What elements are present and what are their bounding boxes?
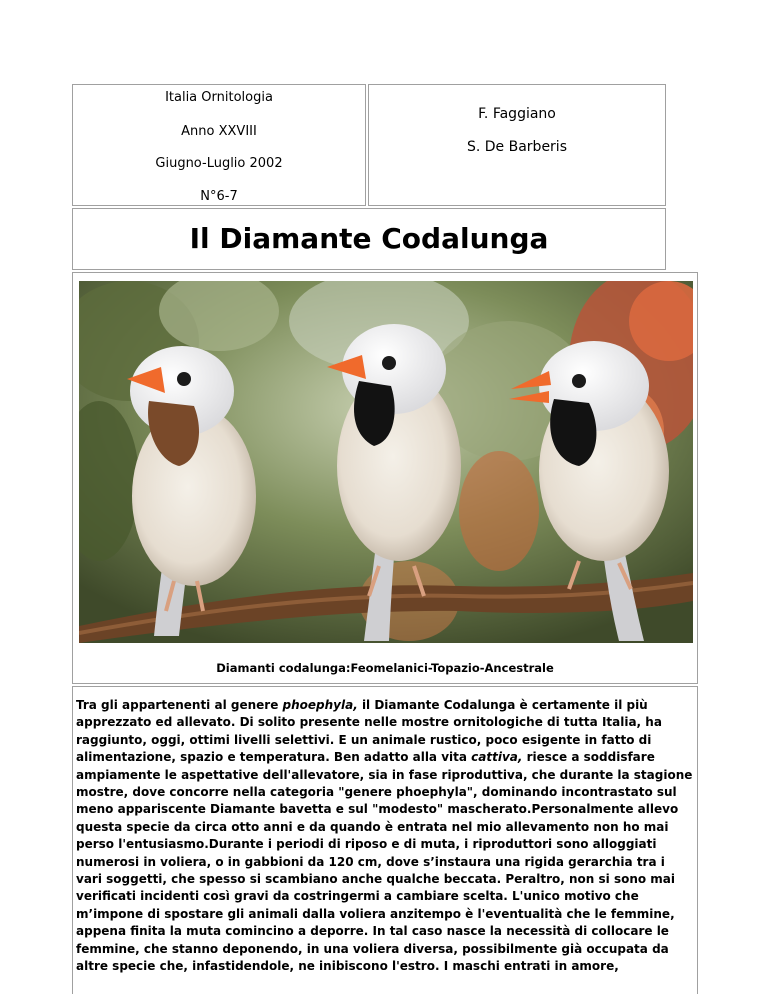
article-text-part-3: riesce a soddisfare ampiamente le aspettative dell'allevatore, sia in fase riproduttiva, che durante la stagione mostre, dove concorre nella categoria "genere phoephyla", dominando incontrastato sul meno appariscente Diamante bavetta e sul "modesto" mascherato.Personalmente allevo questa specie da circa otto anni e da quando è entrata nel mio allevamento non ho mai perso l'entusiasmo.Durante i periodi di riposo e di muta, i riproduttori sono alloggiati numerosi in voliera, o in gabbioni da 120 cm, dove s’instaura una rigida gerarchia tra i vari soggetti, che spesso si scambiano anche qualche beccata. Peraltro, non si sono mai verificati incidenti così gravi da costringermi a cambiare scelta. L'unico motivo che m’impone di spostare gli animali dalla voliera anzitempo è l'eventualità che le femmine, appena finita la muta comincino a deporre. In tal caso nasce la necessità di collocare le femmine, che stanno deponendo, in una voliera diversa, possibilmente già occupata da altre specie che, infastidendole, ne inibiscono l'estro. I maschi entrati in amore, (76, 750, 693, 974)
article-title: Il Diamante Codalunga (189, 222, 549, 255)
captivity-word: cattiva, (471, 750, 523, 765)
title-cell (72, 208, 666, 270)
article-paragraph (76, 697, 694, 976)
magazine-year: Anno XXVIII (181, 124, 257, 139)
bird-photo (79, 281, 693, 643)
magazine-issue: N°6-7 (200, 189, 238, 204)
article-text-cell (72, 686, 698, 994)
article-body (76, 697, 694, 976)
author-1: F. Faggiano (478, 106, 556, 122)
magazine-name: Italia Ornitologia (165, 90, 273, 105)
authors-cell (368, 84, 666, 206)
photo-caption: Diamanti codalunga:Feomelanici-Topazio-Ancestrale (216, 661, 554, 675)
magazine-date: Giugno-Luglio 2002 (155, 156, 283, 171)
author-2: S. De Barberis (466, 139, 567, 155)
genus-name: phoephyla, (282, 698, 358, 712)
article-text-part-2: il Diamante Codalunga è certamente il più apprezzato ed allevato. Di solito presente nelle mostre ornitologiche di tutta Italia, ha raggiunto, oggi, ottimi livelli selettivi. E un animale rustico, poco esigente in fatto di alimentazione, spazio e temperatura. Ben adatto alla vita (76, 698, 662, 765)
article-text-part-1: Tra gli appartenenti al genere (76, 698, 283, 712)
finches-on-branch-image (79, 281, 693, 643)
photo-cell (72, 272, 698, 684)
publication-info-cell (72, 84, 366, 206)
